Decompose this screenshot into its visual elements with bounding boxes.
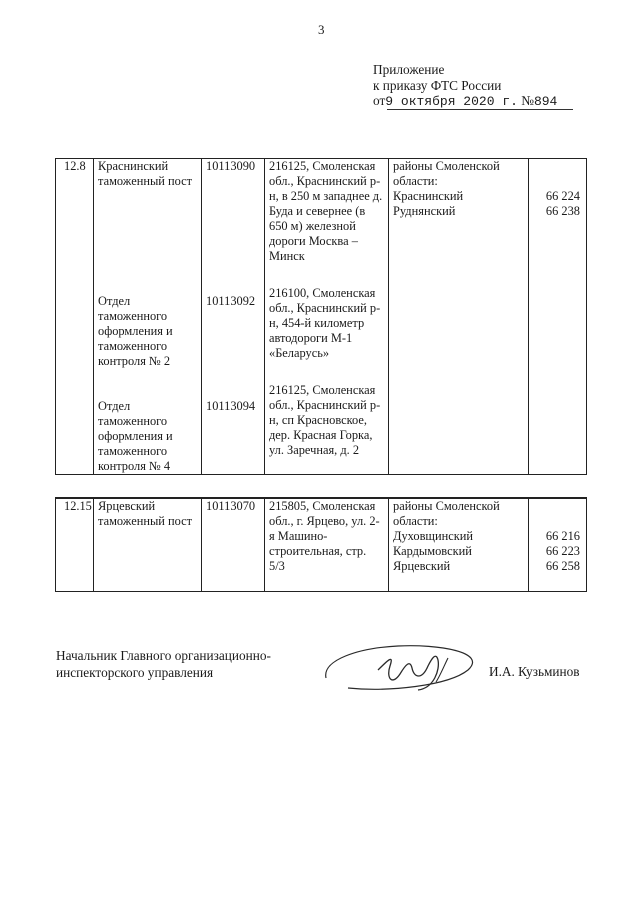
appendix-order-ref: к приказу ФТС России xyxy=(373,77,502,93)
post-name: Краснинский таможенный пост xyxy=(98,159,193,188)
districts-cell xyxy=(389,159,529,475)
district-item: Кардымовский xyxy=(393,544,472,558)
post-address: 215805, Смоленская обл., г. Ярцево, ул. 2-я Машино-строительная, стр. 5/3 xyxy=(265,498,389,591)
district-item: Руднянский xyxy=(393,204,456,218)
page-number: 3 xyxy=(318,22,325,37)
signatory-title xyxy=(56,648,271,681)
signatory-title-line1: Начальник Главного организационно- xyxy=(56,648,271,663)
appendix-order-date xyxy=(373,93,557,110)
post-code: 10113090 xyxy=(206,159,256,173)
dept4-code: 10113094 xyxy=(206,399,256,413)
post-name: Ярцевский таможенный пост xyxy=(94,498,202,591)
okato-code: 66 258 xyxy=(545,559,580,573)
post-codes-cell xyxy=(202,159,265,475)
row-number: 12.8 xyxy=(56,159,94,475)
okato-code: 66 224 xyxy=(545,189,580,203)
district-item: Духовщинский xyxy=(393,529,474,543)
region-header: районы Смоленской области: xyxy=(393,159,500,188)
handwritten-signature xyxy=(318,630,488,710)
okato-cell xyxy=(529,159,587,475)
okato-cell xyxy=(529,498,587,591)
number-sign: № xyxy=(521,93,534,108)
district-item: Краснинский xyxy=(393,189,464,203)
okato-code: 66 223 xyxy=(545,544,580,558)
date-prefix: от xyxy=(373,93,386,108)
post-code: 10113070 xyxy=(202,498,265,591)
order-number: 894 xyxy=(533,94,558,109)
appendix-title: Приложение xyxy=(373,62,445,77)
districts-cell xyxy=(389,498,529,591)
signatory-title-line2: инспекторского управления xyxy=(56,664,214,680)
customs-table-2 xyxy=(55,497,587,592)
dept4-address: 216125, Смоленская обл., Краснинский р-н, сп Красновское, дер. Красная Горка, ул. Заречная, д. 2 xyxy=(269,383,381,457)
table-row xyxy=(56,498,587,591)
table-row xyxy=(56,159,587,475)
okato-code: 66 216 xyxy=(545,529,580,543)
post-address: 216125, Смоленская обл., Краснинский р-н, в 250 м западнее д. Буда и севернее (в 650 м) железной дороги Москва – Минск xyxy=(269,159,383,263)
signatory-name: И.А. Кузьминов xyxy=(489,664,580,679)
dept2-code: 10113092 xyxy=(206,294,256,308)
dept2-name: Отдел таможенного оформления и таможенного контроля № 2 xyxy=(98,294,173,368)
date-underline xyxy=(387,109,573,110)
order-date: 9 октября 2020 г. xyxy=(385,94,518,109)
dept2-address: 216100, Смоленская обл., Краснинский р-н, 454-й километр автодороги М-1 «Беларусь» xyxy=(269,286,381,360)
dept4-name: Отдел таможенного оформления и таможенного контроля № 4 xyxy=(98,399,173,473)
okato-code: 66 238 xyxy=(545,204,580,218)
post-names-cell xyxy=(94,159,202,475)
customs-table-1 xyxy=(55,158,587,475)
row-number: 12.15 xyxy=(56,498,94,591)
addresses-cell xyxy=(265,159,389,475)
district-item: Ярцевский xyxy=(393,559,451,573)
appendix-header xyxy=(373,62,557,110)
region-header: районы Смоленской области: xyxy=(393,499,500,528)
